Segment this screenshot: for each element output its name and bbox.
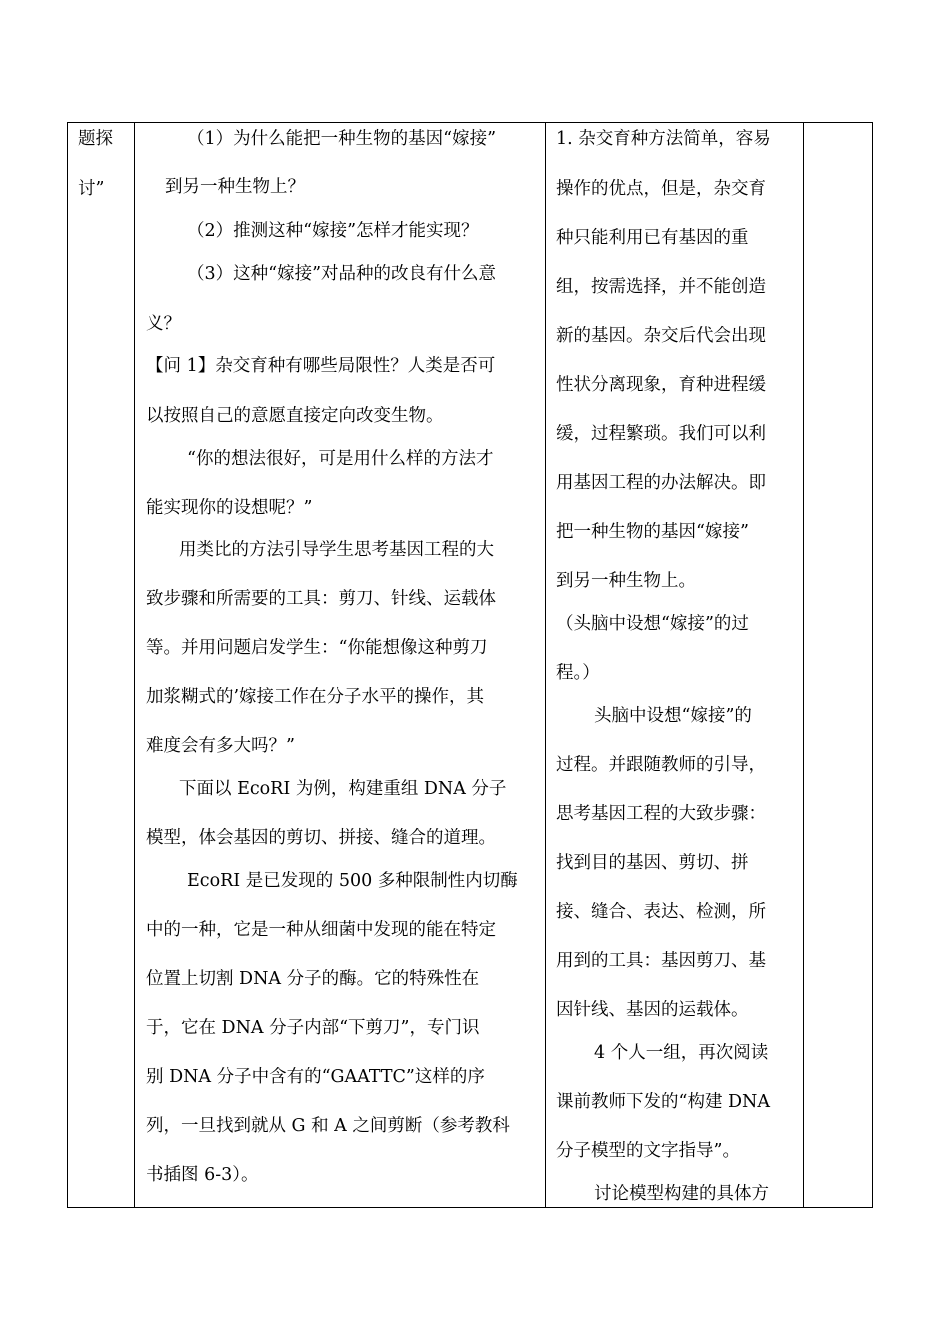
text-line: 用到的工具：基因剪刀、基	[556, 951, 766, 971]
text-line: （2）推测这种“嫁接”怎样才能实现？	[187, 221, 479, 241]
text-line: 分子模型的文字指导”。	[556, 1141, 740, 1161]
student-activity-column	[546, 123, 804, 1207]
stage-label-line: 题探	[78, 129, 113, 149]
text-line: 义？	[146, 314, 181, 334]
stage-label-line: 讨”	[78, 179, 105, 199]
text-line: 头脑中设想“嫁接”的	[594, 706, 752, 726]
question-line: 【问 1】杂交育种有哪些局限性？人类是否可	[146, 356, 496, 376]
text-line: 难度会有多大吗？”	[146, 736, 295, 756]
text-line: 接、缝合、表达、检测，所	[556, 902, 766, 922]
text-line: 操作的优点，但是，杂交育	[556, 179, 766, 199]
text-line: 位置上切割 DNA 分子的酶。它的特殊性在	[146, 969, 480, 989]
text-line: 讨论模型构建的具体方	[594, 1184, 769, 1204]
teacher-activity-column	[135, 123, 546, 1207]
text-line: 能实现你的设想呢？”	[146, 498, 313, 518]
text-line: 加浆糊式的’嫁接工作在分子水平的操作，其	[146, 687, 485, 707]
notes-column	[804, 123, 872, 1207]
text-line: （3）这种“嫁接”对品种的改良有什么意	[187, 264, 497, 284]
text-line: 到另一种生物上。	[556, 571, 696, 591]
text-line: 找到目的基因、剪切、拼	[556, 853, 749, 873]
text-line: 用类比的方法引导学生思考基因工程的大	[179, 540, 494, 560]
text-line: （头脑中设想“嫁接”的过	[556, 614, 749, 634]
text-line: 等。并用问题启发学生：“你能想像这种剪刀	[146, 638, 488, 658]
text-line: 列，一旦找到就从 G 和 A 之间剪断（参考教科	[146, 1116, 510, 1136]
text-line: 1. 杂交育种方法简单，容易	[556, 129, 771, 149]
stage-column	[68, 123, 135, 1207]
text-line: 4 个人一组，再次阅读	[594, 1043, 769, 1063]
text-line: 因针线、基因的运载体。	[556, 1000, 749, 1020]
text-line: 下面以 EcoRI 为例，构建重组 DNA 分子	[179, 779, 507, 799]
text-line: （1）为什么能把一种生物的基因“嫁接”	[187, 129, 497, 149]
text-line: 把一种生物的基因“嫁接”	[556, 522, 749, 542]
text-line: 性状分离现象，育种进程缓	[556, 375, 766, 395]
text-line: 中的一种，它是一种从细菌中发现的能在特定	[146, 920, 496, 940]
lesson-table	[67, 122, 873, 1208]
text-line: 别 DNA 分子中含有的“GAATTC”这样的序	[146, 1067, 485, 1087]
text-line: 书插图 6-3）。	[146, 1165, 259, 1185]
text-line: 组，按需选择，并不能创造	[556, 277, 766, 297]
text-line: 用基因工程的办法解决。即	[556, 473, 766, 493]
text-line: 思考基因工程的大致步骤：	[556, 804, 766, 824]
text-line: 课前教师下发的“构建 DNA	[556, 1092, 770, 1112]
text-line: 过程。并跟随教师的引导，	[556, 755, 766, 775]
text-line: 于，它在 DNA 分子内部“下剪刀”，专门识	[146, 1018, 480, 1038]
text-line: 致步骤和所需要的工具：剪刀、针线、运载体	[146, 589, 496, 609]
text-line: 模型，体会基因的剪切、拼接、缝合的道理。	[146, 828, 496, 848]
text-line: 种只能利用已有基因的重	[556, 228, 749, 248]
text-line: 到另一种生物上？	[165, 177, 305, 197]
text-line: EcoRI 是已发现的 500 多种限制性内切酶	[187, 871, 518, 891]
text-line: 程。）	[556, 663, 600, 683]
text-line: 以按照自己的意愿直接定向改变生物。	[146, 406, 444, 426]
text-line: “你的想法很好，可是用什么样的方法才	[187, 449, 494, 469]
text-line: 缓，过程繁琐。我们可以利	[556, 424, 766, 444]
text-line: 新的基因。杂交后代会出现	[556, 326, 766, 346]
